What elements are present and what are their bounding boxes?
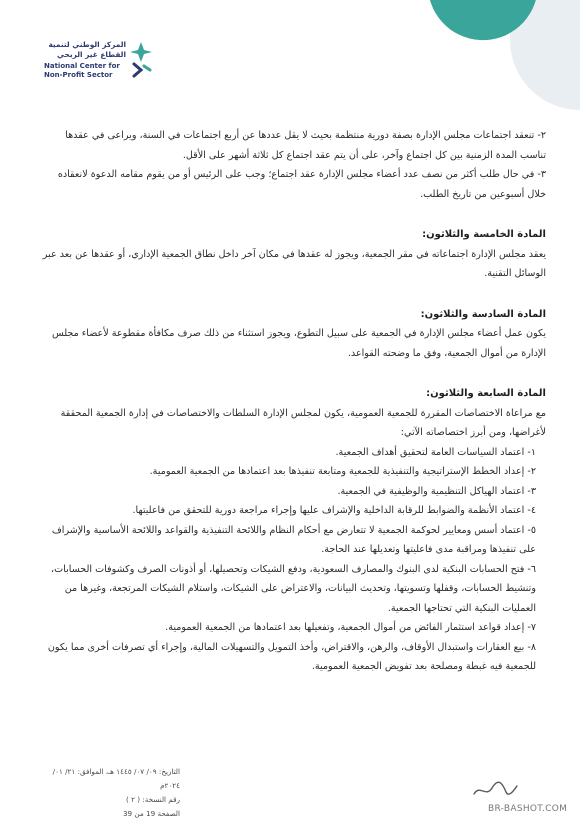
article-37-intro: مع مراعاة الاختصاصات المقررة للجمعية العمومية، يكون لمجلس الإدارة السلطات والاختصاصات في إدارة الجمعية المحققة لأغراضها، ومن أبرز اختصاصاته الآتي: bbox=[60, 407, 546, 438]
article-37-list bbox=[38, 443, 546, 677]
article-37-heading: المادة السابعة والثلاثون: bbox=[426, 388, 546, 399]
paragraph-meetings-frequency: ٢- تنعقد اجتماعات مجلس الإدارة بصفة دورية منتظمة بحيث لا يقل عددها عن أربع اجتماعات في السنة، ويراعى في عقدها تناسب المدة الزمنية بين كل اجتماع وآخر، على أن يتم عقد اجتماع كل ثلاثة أشهر على الأقل. bbox=[65, 130, 546, 161]
document-body bbox=[38, 126, 546, 677]
article-35-text: يعقد مجلس الإدارة اجتماعاته في مقر الجمعية، ويجوز له عقدها في مكان آخر داخل نطاق الجمعية الإداري، أو عقدها عن بعد عبر الوسائل التقنية. bbox=[42, 248, 546, 279]
logo-arabic-line2: القطاع غير الربحي bbox=[57, 50, 126, 59]
logo-arabic-line1: المركز الوطني لتنمية bbox=[48, 40, 126, 49]
footer-date: التاريخ: ٠٩/ ٠٧/ ١٤٤٥ هـ، الموافق: ٢١/ ٠١/ ٢٠٢٤م bbox=[52, 767, 180, 790]
article-35-heading: المادة الخامسة والثلاثون: bbox=[422, 229, 546, 240]
logo-arabic-text bbox=[44, 40, 126, 60]
list-item: ٧- إعداد قواعد استثمار الفائض من أموال الجمعية، وتفعيلها بعد اعتمادها من الجمعية العمومية. bbox=[165, 622, 536, 633]
article-36-heading: المادة السادسة والثلاثون: bbox=[420, 308, 546, 320]
site-watermark: BR-BASHOT.COM bbox=[488, 804, 568, 814]
logo-english-line2: Non-Profit Sector bbox=[44, 71, 113, 79]
list-item: ٥- اعتماد أسس ومعايير لحوكمة الجمعية لا تتعارض مع أحكام النظام واللائحة التنفيذية والقواعد واللائحة الأساسية والإشراف على تنفيذها ومراقبة مدى فاعليتها وتعديلها عند الحاجة. bbox=[51, 524, 536, 555]
signature-mark bbox=[470, 776, 520, 802]
article-36-text: يكون عمل أعضاء مجلس الإدارة في الجمعية على سبيل التطوع، ويجوز استثناء من ذلك صرف مكافأة مقطوعة لأعضاء مجلس الإدارة من أموال الجمعية، وفق ما وضحته القواعد. bbox=[52, 328, 546, 359]
list-item: ٣- اعتماد الهياكل التنظيمية والوظيفية في الجمعية. bbox=[337, 485, 536, 497]
footer-version: رقم النسخة: ( ٢ ) bbox=[126, 795, 180, 804]
logo-english-text bbox=[44, 62, 120, 80]
list-item: ٢- إعداد الخطط الإستراتيجية والتنفيذية للجمعية ومتابعة تنفيذها بعد اعتمادها من الجمعية العمومية. bbox=[149, 466, 536, 477]
paragraph-meeting-request: ٣- في حال طلب أكثر من نصف عدد أعضاء مجلس الإدارة عقد اجتماع؛ وجب على الرئيس أو من يقوم مقامه الدعوة لانعقاده خلال أسبوعين من تاريخ الطلب. bbox=[57, 169, 546, 200]
list-item: ١- اعتماد السياسات العامة لتحقيق أهداف الجمعية. bbox=[335, 446, 536, 458]
footer-page-number: الصفحة 19 من 39 bbox=[122, 809, 180, 818]
list-item: ٤- اعتماد الأنظمة والضوابط للرقابة الداخلية والإشراف عليها وإجراء مراجعة دورية للتحقق من فاعليتها. bbox=[132, 505, 536, 516]
list-item: ٨- بيع العقارات واستبدال الأوقاف، والرهن، والاقتراض، وأخذ التمويل والتسهيلات المالية، وإجراء أي تصرفات أخرى مما يكون للجمعية فيه غبطة ومصلحة بعد تفويض الجمعية العمومية. bbox=[47, 641, 536, 672]
organization-logo bbox=[40, 38, 160, 88]
document-footer bbox=[40, 765, 180, 821]
list-item: ٦- فتح الحسابات البنكية لدى البنوك والمصارف السعودية، ودفع الشيكات وتحصيلها، أو أذونات الصرف وكشوفات الحسابات، وتنشيط الحسابات، وقفلها وتسويتها، وتحديث البيانات، والاعتراض على الشيكات، واستلام الشيكات المرتجعة، وغيرها من العمليات البنكية التي تحتاجها الجمعية. bbox=[51, 563, 536, 614]
logo-mark-icon bbox=[128, 40, 154, 80]
logo-english-line1: National Center for bbox=[44, 62, 120, 70]
